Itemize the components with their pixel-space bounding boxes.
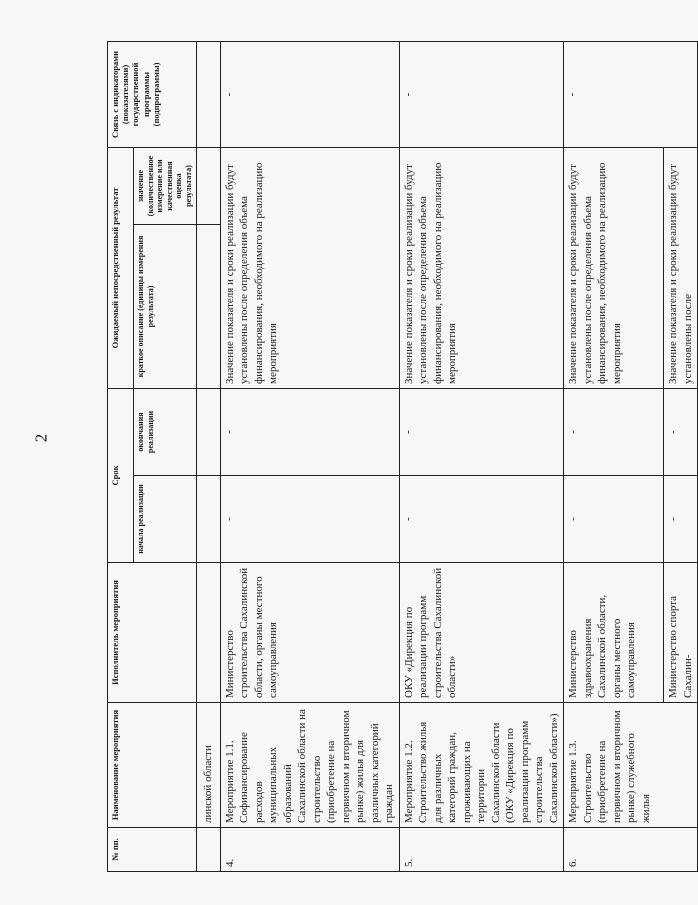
header-term-start: начала реализации [134,476,197,563]
header-term-end: окончания реализации [134,388,197,475]
row-start-b: - [667,517,680,521]
header-executor: Исполнитель мероприятия [108,563,197,703]
continuation-text: линской области [196,703,220,828]
row-executor: ОКУ «Дирекция по реализации программ строительства Сахалинской области» [399,563,564,703]
page-number: 2 [31,433,51,443]
row-end-a: - [564,389,664,475]
row-num: 5. [399,828,564,872]
header-expected-value: значение (количественное измерение или качественная оценка результата) [134,147,197,224]
table-row [399,41,564,871]
row-start: - [220,476,399,563]
row-link: - [220,41,399,147]
row-num: 4. [220,828,399,872]
row-end: - [399,388,564,475]
row-executor-a: Министерство здравоохранения Сахалинской области, органы местного самоуправления [564,563,664,702]
header-num: № пп. [108,828,197,872]
row-result: Значение показателя и сроки реализации будут установлены после определения объема финансирования, необходимого на реализацию мероприятия [220,147,399,388]
row-link: - [399,41,564,147]
row-name: Мероприятие 1.1. Софинансирование расходов муниципальных образований Сахалинской области на строительство (приобретение на первичном и вторичном рынке) жилья для различных категорий граждан [220,703,399,828]
table-row [564,41,698,871]
row-result: Значение показателя и сроки реализации будут установлены после определения объема финансирования, необходимого на реализацию мероприятия [399,147,564,388]
table-row [220,41,399,871]
row-executor: Министерство строительства Сахалинской области, органы местного самоуправления [220,563,399,703]
row-start: - [399,476,564,563]
header-name: Наименование мероприятия [108,703,197,828]
row-end-b: - [667,430,680,434]
row-end: - [220,388,399,475]
header-link: Связь с индикаторами (показателями) государственной программы (подпрограммы) [108,41,197,147]
row-name: Мероприятие 1.2. Строительство жилья для различных категорий граждан, проживающих на территории Сахалинской области (ОКУ «Дирекция по реализации программ строительства Сахалинской области») [399,703,564,828]
row-name: Мероприятие 1.3. Строительство (приобретение на первичном и вторичном рынке) служебного жилья [564,703,698,828]
row-result-a: Значение показателя и сроки реализации будут установлены после определения объема финансирования, необходимого на реализацию мероприятия [564,148,664,388]
row-executor-b: Министерство спорта Сахалин- [667,595,694,698]
header-term: Срок [108,388,134,562]
row-result-b: Значение показателя и сроки реализации будут установлены после [667,164,694,384]
row-link: - [564,41,698,147]
document-sheet [107,42,694,872]
row-num: 6. [564,828,698,872]
header-expected-desc: краткое описание (единицы измерения результата) [134,224,197,388]
row-start-a: - [564,476,664,562]
header-expected: Ожидаемый непосредственный результат [108,147,134,388]
measures-table [107,41,698,872]
